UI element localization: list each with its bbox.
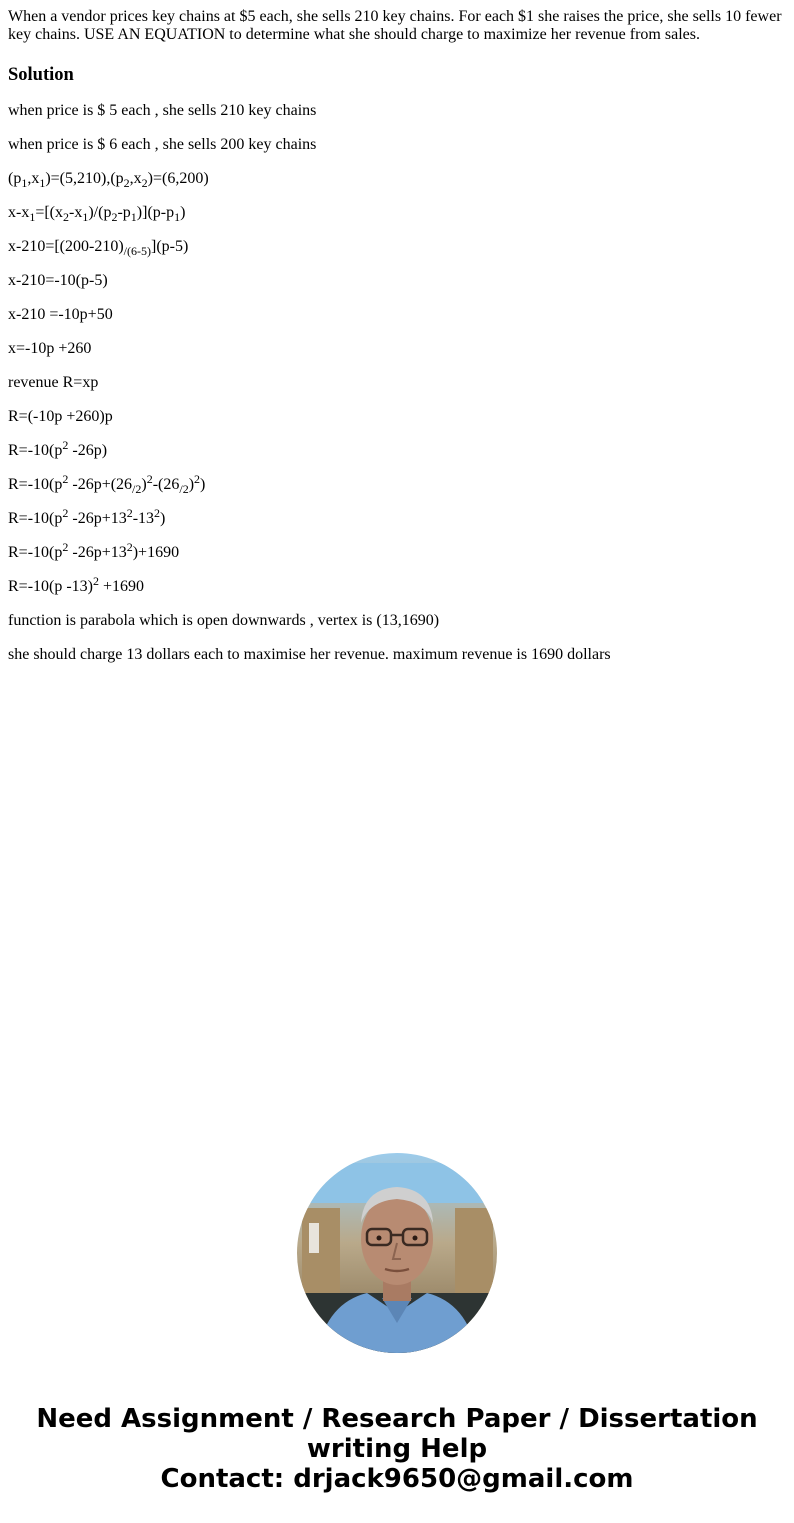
subscript: 1 (29, 210, 36, 224)
solution-step (8, 204, 786, 222)
solution-step (8, 306, 786, 324)
step-text: ,x (27, 170, 40, 187)
step-text: -26p+(26 (68, 476, 133, 493)
step-text: when price is $ 5 each , she sells 210 key chains (8, 102, 317, 119)
step-text: x-210=-10(p-5) (8, 272, 108, 289)
step-text: ) (141, 476, 147, 493)
step-text: x-210 =-10p+50 (8, 306, 113, 323)
subscript: 1 (39, 176, 46, 190)
step-text: +1690 (99, 578, 145, 595)
subscript: 2 (123, 176, 130, 190)
subscript: /(6-5) (123, 244, 151, 258)
promo-line-2: writing Help (306, 1434, 488, 1464)
step-text: -26p) (68, 442, 108, 459)
step-text: x-210=[(200-210) (8, 238, 124, 255)
step-text: -p (117, 204, 131, 221)
step-text: R=-10(p (8, 442, 63, 459)
subscript: 2 (141, 176, 148, 190)
subscript: 1 (21, 176, 28, 190)
person-photo-icon (297, 1153, 497, 1353)
subscript: 2 (63, 210, 70, 224)
step-text: ) (188, 476, 195, 493)
solution-step (8, 408, 786, 426)
solution-step (8, 374, 786, 392)
question-text: When a vendor prices key chains at $5 each, she sells 210 key chains. For each $1 she raises the price, she sells 10 fewer key chains. USE AN EQUATION to determine what she should charge to maximize her revenue from sales. (8, 8, 782, 43)
step-text: ,x (129, 170, 142, 187)
solution-step (8, 646, 786, 664)
promo-banner (0, 1404, 794, 1494)
superscript: 2 (62, 540, 69, 554)
solution-step (8, 438, 786, 460)
step-text: x=-10p +260 (8, 340, 92, 357)
subscript: 2 (111, 210, 118, 224)
promo-line-1: Need Assignment / Research Paper / Dissertation (36, 1404, 758, 1434)
solution-step (8, 574, 786, 596)
step-text: (p (8, 170, 22, 187)
superscript: 2 (62, 438, 69, 452)
solution-step (8, 612, 786, 630)
subscript: 1 (82, 210, 89, 224)
step-text: function is parabola which is open downwards , vertex is (13,1690) (8, 612, 440, 629)
solution-page (8, 8, 786, 680)
solution-step (8, 136, 786, 154)
solution-step (8, 472, 786, 496)
step-text: revenue R=xp (8, 374, 99, 391)
step-text: R=-10(p -13) (8, 578, 94, 595)
step-text: -(26 (152, 476, 180, 493)
step-text: R=-10(p (8, 544, 63, 561)
step-text: )](p-p (136, 204, 175, 221)
step-text: )/(p (88, 204, 112, 221)
step-text: R=-10(p (8, 476, 63, 493)
step-text: ](p-5) (151, 238, 189, 255)
step-text: R=(-10p +260)p (8, 408, 113, 425)
step-text: )=(6,200) (147, 170, 209, 187)
subscript: /2 (132, 482, 142, 496)
solution-step (8, 238, 786, 256)
step-text: ) (160, 510, 166, 527)
superscript: 2 (62, 472, 69, 486)
step-text: -13 (132, 510, 155, 527)
step-text: -26p+13 (68, 544, 127, 561)
superscript: 2 (62, 506, 69, 520)
subscript: 1 (174, 210, 181, 224)
step-text: she should charge 13 dollars each to maximise her revenue. maximum revenue is 1690 dollars (8, 646, 611, 663)
promo-contact: Contact: drjack9650@gmail.com (160, 1464, 634, 1494)
superscript: 2 (93, 574, 100, 588)
step-text: x-x (8, 204, 30, 221)
solution-step (8, 170, 786, 188)
subscript: 1 (130, 210, 137, 224)
solution-step (8, 102, 786, 120)
step-text: when price is $ 6 each , she sells 200 key chains (8, 136, 317, 153)
step-text: -26p+13 (68, 510, 127, 527)
superscript: 2 (126, 540, 133, 554)
step-text: =[(x (35, 204, 64, 221)
author-avatar (297, 1153, 497, 1353)
solution-heading: Solution (8, 65, 74, 85)
superscript: 2 (154, 506, 161, 520)
subscript: /2 (179, 482, 189, 496)
solution-step (8, 540, 786, 562)
superscript: 2 (126, 506, 133, 520)
superscript: 2 (146, 472, 153, 486)
step-text: ) (180, 204, 186, 221)
solution-step (8, 340, 786, 358)
solution-step (8, 506, 786, 528)
step-text: ) (200, 476, 206, 493)
solution-steps (8, 102, 786, 664)
step-text: )=(5,210),(p (45, 170, 124, 187)
solution-step (8, 272, 786, 290)
step-text: -x (69, 204, 83, 221)
superscript: 2 (194, 472, 201, 486)
step-text: )+1690 (132, 544, 180, 561)
step-text: R=-10(p (8, 510, 63, 527)
